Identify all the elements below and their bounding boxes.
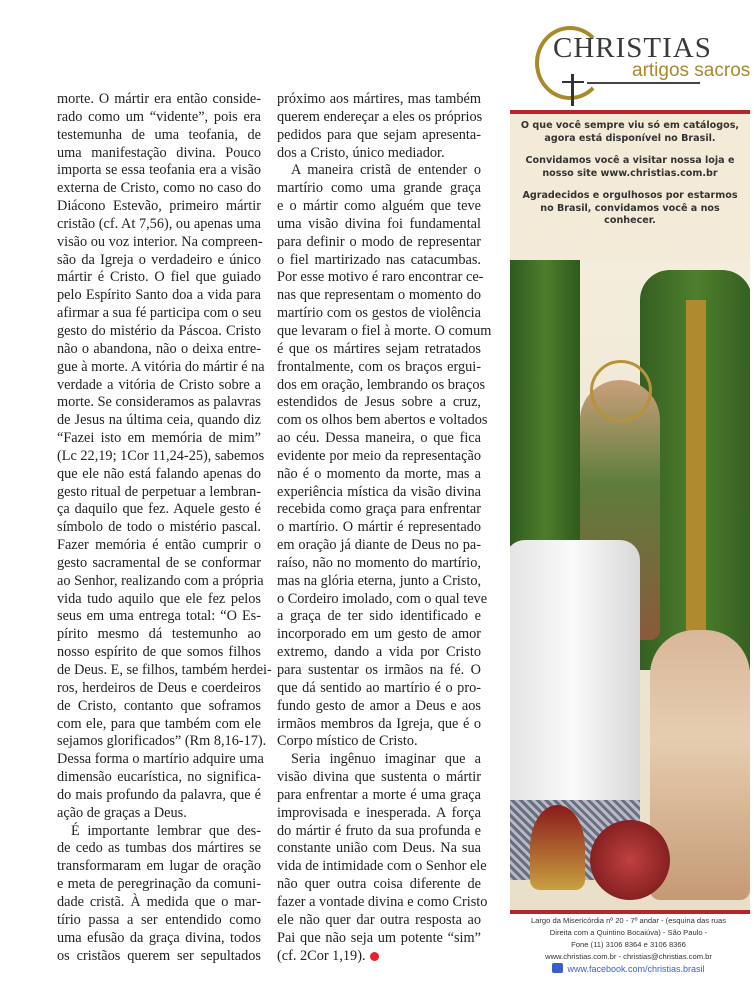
text-line: em oração já diante de Deus no pa-: [277, 537, 481, 554]
text-line: visão divina que sustenta o mártir: [277, 769, 481, 786]
text-line: de Jesus na última ceia, quando diz: [57, 412, 261, 429]
text-line: que levaram o fiel à morte. O comum: [277, 322, 492, 339]
article-column-1: [57, 91, 272, 965]
text-line: externa de Cristo, como no caso do: [57, 180, 261, 197]
text-line: transformaram em lugar de oração: [57, 858, 261, 875]
text-line: gesto do mistério da Páscoa. Cristo: [57, 322, 261, 339]
ad-paragraph: Convidamos você a visitar nossa loja e nosso site www.christias.com.br: [525, 155, 735, 179]
text-line: Dessa forma o martírio adquire uma: [57, 751, 264, 768]
text-line: dimensão eucarística, no significa-: [57, 769, 261, 786]
text-line: incorporado em um gesto de amor: [277, 626, 481, 643]
text-line: uma manifestação divina. Pouco: [57, 144, 261, 161]
text-line: martírio como uma grande graça: [277, 180, 481, 197]
ad-paragraph: O que você sempre viu só em catálogos, agora está disponível no Brasil.: [520, 120, 740, 144]
text-line: Por esse motivo é raro encontrar ce-: [277, 269, 484, 286]
text-line: nas que representam o momento do: [277, 287, 481, 304]
text-line: extremo, dando a vida por Cristo: [277, 644, 481, 661]
text-line: mas na glória eterna, junto a Cristo,: [277, 572, 482, 589]
logo-divider: [587, 82, 700, 84]
text-line: ao céu. Dessa maneira, o que fica: [277, 430, 481, 447]
text-line: vida de intimidade com o Senhor ele: [277, 858, 487, 875]
text-line: irmãos membros da Igreja, que é o: [277, 715, 481, 732]
text-line: gesto sacramental de se conformar: [57, 554, 261, 571]
text-line: para sustentar os irmãos na fé. O: [277, 662, 481, 678]
text-line: do mártir é fruto da sua profunda e: [277, 822, 481, 839]
text-line: cristão (cf. At 7,56), ou apenas uma: [57, 215, 261, 232]
text-line: fundo gesto de amor a Deus e aos: [277, 697, 481, 714]
text-line: mártir é Cristo. O fiel que guiado: [57, 269, 261, 286]
text-line: martírio com os gestos de violência: [277, 305, 481, 322]
text-line: o Cordeiro imolado, com o qual teve: [277, 590, 488, 607]
text-line: para definir o modo de representar: [277, 233, 481, 250]
text-line: verdade a vitória de Cristo sobre a: [57, 376, 261, 393]
cross-icon: [571, 74, 574, 106]
text-line: rado como um “vidente”, pois era: [57, 108, 261, 125]
text-line: e meta de peregrinação da comuni-: [57, 876, 261, 893]
text-line: É importante lembrar que des-: [71, 822, 261, 839]
chasuble-orphrey: [686, 300, 706, 660]
text-line: Pai que não seja um potente “sim”: [277, 929, 481, 946]
end-of-article-dot-icon: [370, 952, 379, 961]
text-line: morte. O mártir era então conside-: [57, 91, 261, 107]
text-line: frontalmente, com os braços ergui-: [277, 358, 481, 375]
address-line: Direita com a Quintino Bocaiúva) - São Paulo -: [549, 928, 708, 937]
facebook-like-icon: [552, 963, 563, 973]
text-line: (cf. 2Cor 1,19).: [277, 948, 481, 966]
text-line: ros, herdeiros de Deus e coerdeiros: [57, 679, 261, 696]
text-line: pedidos para que sejam apresenta-: [277, 126, 481, 143]
christias-advertisement: [505, 22, 752, 982]
text-line: a graça de ter sido identificado e: [277, 608, 481, 625]
text-line: gue à morte. A vitória do mártir é na: [57, 358, 265, 375]
brand-tagline: artigos sacros: [632, 60, 751, 81]
text-line: pelo Espírito Santo doa a vida para: [57, 287, 261, 304]
text-line: tírio passa a ser entendido como: [57, 911, 261, 928]
text-line: com ele, para que também com ele: [57, 715, 261, 732]
text-line: “Fazei isto em memória de mim”: [57, 430, 261, 447]
text-line: Fazer memória é então cumprir o: [57, 537, 261, 554]
chalice-image: [530, 805, 585, 890]
text-line: dos a Cristo, único mediador.: [277, 144, 445, 161]
text-line: que dá sentido ao martírio é o pro-: [277, 679, 481, 696]
text-line: improvisada e inesperada. A força: [277, 804, 481, 821]
text-line: gesto ritual de perpetuar a lembran-: [57, 483, 261, 500]
text-line: morte. Se consideramos as palavras: [57, 394, 261, 411]
text-line: uma visão divina foi fundamental: [277, 215, 481, 232]
text-line: o fiel martirizado nas catacumbas.: [277, 251, 481, 268]
text-line: e o mártir como alguém que teve: [277, 198, 481, 215]
text-line: estendidos de Jesus sobre a cruz,: [277, 394, 481, 411]
text-line: ele não quer dar outra resposta ao: [277, 911, 481, 928]
text-line: os cristãos querem ser sepultados: [57, 947, 261, 964]
text-line: recebida como graça para enfrentar: [277, 501, 481, 518]
text-line: A maneira cristã de entender o: [291, 162, 481, 179]
text-line: vida tudo aquilo que ele fez pelos: [57, 590, 261, 607]
text-line: dade cristã. À medida que o mar-: [57, 893, 261, 910]
text-line: próximo aos mártires, mas também: [277, 91, 481, 107]
text-line: de Cristo, contanto que soframos: [57, 697, 261, 714]
text-line: ça daquilo que fez. Aquele gesto é: [57, 501, 261, 518]
text-line: Diácono Estevão, primeiro mártir: [57, 198, 261, 215]
text-line: não é o momento da morte, mas a: [277, 465, 481, 482]
text-line: raíso, não no momento do martírio,: [277, 554, 481, 571]
text-line: com os olhos bem abertos e voltados: [277, 412, 488, 429]
text-line: seus em uma entrega total: “O Es-: [57, 608, 261, 625]
text-line: são da Igreja o verdadeiro e único: [57, 251, 261, 268]
text-line: não o abandona, não o deixa entre-: [57, 340, 261, 357]
text-line: é que os mártires sejam retratados: [277, 340, 481, 357]
sacred-articles-photo: [510, 260, 750, 914]
text-line: afirmar a sua fé participa com o seu: [57, 305, 262, 322]
text-line: símbolo de todo o mistério pascal.: [57, 519, 261, 536]
store-contact: [505, 915, 752, 975]
text-line: o martírio. O mártir é representado: [277, 519, 481, 536]
text-line: Seria ingênuo imaginar que a: [291, 751, 481, 768]
text-line: do mais profundo da palavra, que é: [57, 786, 261, 803]
text-line: (Lc 22,19; 1Cor 11,24-25), sabemos: [57, 447, 265, 464]
text-line: para enfrentar a morte é uma graça: [277, 786, 481, 803]
text-line: de Deus. E, se filhos, também herdei-: [57, 662, 272, 678]
text-line: constante união com Deus. Na sua: [277, 840, 481, 857]
text-line: fazer a vontade divina e como Cristo: [277, 893, 488, 910]
ad-paragraph: Agradecidos e orgulhosos por estarmos no Brasil, convidamos você a nos conhecer.: [522, 190, 738, 226]
ad-message-box: [510, 110, 750, 260]
text-line: pírito mesmo dá testemunho ao: [57, 626, 261, 643]
halo-image: [590, 360, 652, 422]
text-line: importa se essa teofania era a visão: [57, 162, 261, 179]
phone-line: Fone (11) 3106 8364 e 3106 8366: [571, 940, 686, 949]
text-line: experiência mística da visão divina: [277, 483, 481, 500]
web-email-line[interactable]: www.christias.com.br - christias@christias.com.br: [545, 952, 712, 961]
text-line: de cedo as tumbas dos mártires se: [57, 840, 261, 857]
brand-name: CHRISTIAS: [553, 32, 712, 64]
text-line: dos em oração, lembrando os braços: [277, 376, 486, 393]
text-line: evidente por meio da representação: [277, 447, 481, 464]
text-line: uma efusão da graça divina, todos: [57, 929, 261, 946]
text-line: ação de graças a Deus.: [57, 804, 187, 821]
text-line: sejamos glorificados” (Rm 8,16-17).: [57, 733, 267, 750]
article-column-2: [277, 91, 492, 965]
text-line: que ele não está falando apenas do: [57, 465, 261, 482]
text-line: visão ou voz interior. Na compreen-: [57, 233, 263, 250]
text-line: testemunha de uma teofania, de: [57, 126, 261, 143]
text-line: nosso espírito de que somos filhos: [57, 644, 261, 661]
text-line: querem endereçar a eles os próprios: [277, 108, 483, 125]
text-line: ao Senhor, realizando com a própria: [57, 572, 264, 589]
address-line: Largo da Misericórdia nº 20 - 7º andar - (esquina das ruas: [530, 916, 727, 925]
facebook-link[interactable]: [505, 963, 752, 975]
cross-icon-bar: [562, 81, 584, 83]
text-line: não quer outra coisa diferente de: [277, 876, 481, 893]
text-line: Corpo místico de Cristo.: [277, 733, 418, 750]
facebook-url[interactable]: www.facebook.com/christias.brasil: [567, 964, 705, 974]
red-pall-image: [590, 820, 670, 900]
